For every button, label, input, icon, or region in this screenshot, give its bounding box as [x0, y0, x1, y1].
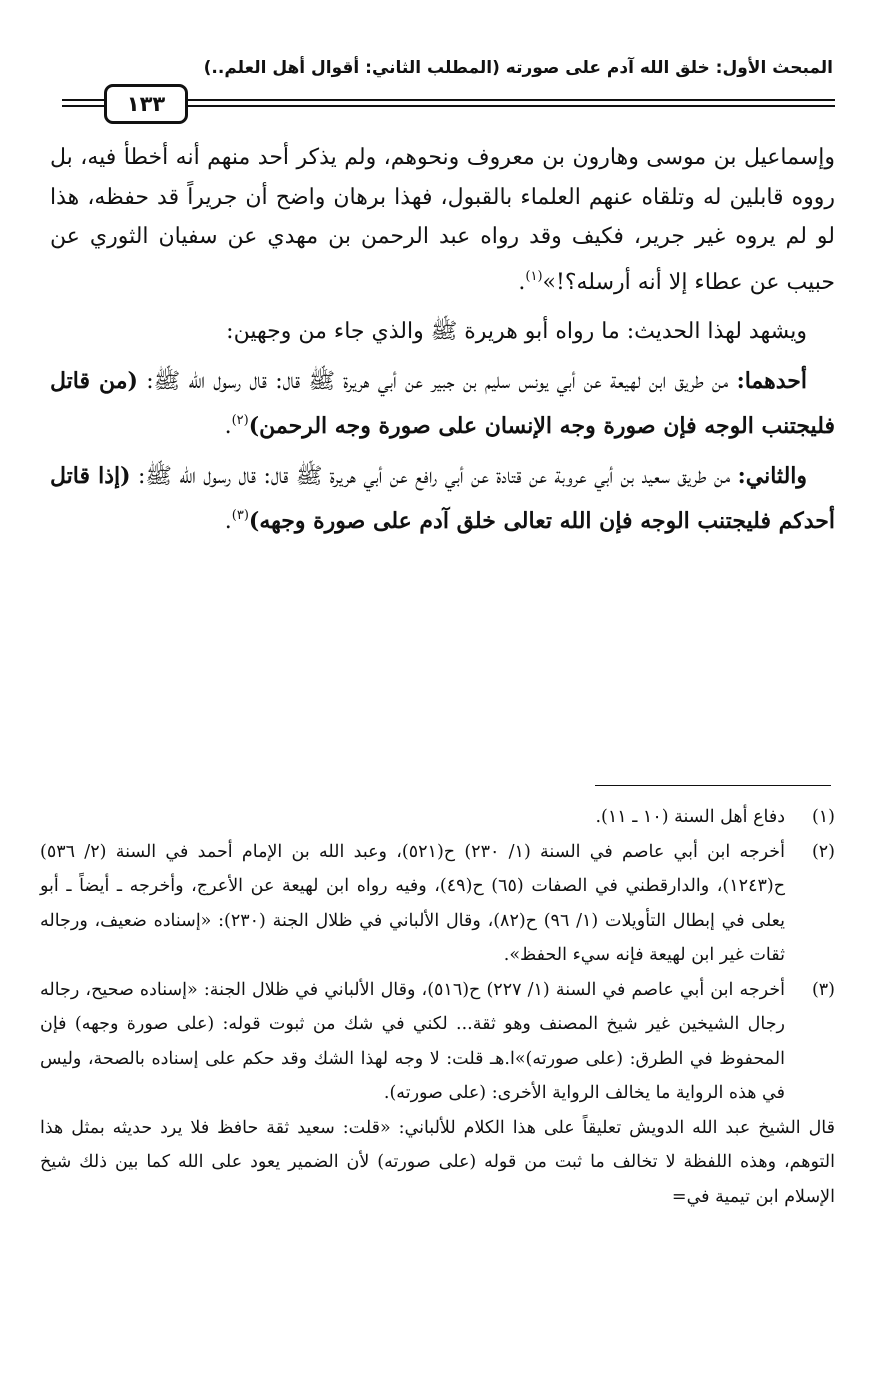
footnote-number: (١) — [811, 807, 835, 827]
footnotes — [40, 800, 835, 1214]
footnote-1 — [40, 800, 835, 835]
footnote-number: (٣) — [811, 979, 835, 1000]
paragraph-3-lead: أحدهما: — [736, 367, 807, 394]
paragraph-3 — [50, 362, 835, 447]
running-title: المبحث الأول: خلق الله آدم على صورته (المطلب الثاني: أقوال أهل العلم..) — [203, 58, 833, 78]
paragraph-4 — [50, 457, 835, 542]
footnote-text: دفاع أهل السنة (١٠ ـ ١١). — [595, 807, 785, 827]
footnote-ref-2: (٢) — [231, 413, 249, 428]
paragraph-3-end: . — [224, 414, 232, 439]
footnote-text: أخرجه ابن أبي عاصم في السنة (١/ ٢٢٧) ح(٥١٦)، وقال الألباني في ظلال الجنة: «إسناده صحيح، رجاله رجال الشيخين غير شيخ المصنف وهو ثقة... لكني في شك من ثبوت قوله: (على صورة وجهه) فإن المحفوظ في الطرق: (على صورته)»ا.هـ قلت: لا وجه لهذا الشك وقد حكم على إسناده بالصحة، وليس في هذه الرواية ما يخالف الرواية الأخرى: (على صورته). — [40, 979, 785, 1103]
footnote-separator — [595, 785, 831, 786]
footnote-text: أخرجه ابن أبي عاصم في السنة (١/ ٢٣٠) ح(٥٢١)، وعبد الله بن الإمام أحمد في السنة (٢/ ٥٣٦) ح(١٢٤٣)، والدارقطني في الصفات (٦٥) ح(٤٩)، وفيه رواه ابن لهيعة عن الأعرج، وأخرجه ـ أيضاً ـ أبو يعلى في إبطال التأويلات (١/ ٩٦) ح(٨٢)، وقال الألباني في ظلال الجنة (٢٣٠): «إسناده ضعيف، ورجاله ثقات غير ابن لهيعة فإنه سيء الحفظ». — [40, 841, 785, 965]
paragraph-4-end: . — [224, 509, 232, 534]
main-text — [50, 138, 835, 542]
paragraph-1-text: وإسماعيل بن موسى وهارون بن معروف ونحوهم، ولم يذكر أحد منهم أنه أخطأ فيه، بل رووه قابلين له وتلقاه عنهم العلماء بالقبول، فهذا برهان واضح أن جريراً قد حفظه، هذا لو لم يروه غير جرير، فكيف وقد رواه عبد الرحمن بن مهدي عن سفيان الثوري عن حبيب عن عطاء إلا أنه أرسله؟!» — [50, 145, 835, 295]
footnote-number: (٢) — [811, 841, 835, 862]
paragraph-3-text: من طريق ابن لهيعة عن أبي يونس سليم بن جبير عن أبي هريرة ﷺ قال: قال رسول الله ﷺ: — [137, 368, 737, 394]
paragraph-2: ويشهد لهذا الحديث: ما رواه أبو هريرة ﷺ والذي جاء من وجهين: — [226, 319, 807, 344]
footnote-3 — [40, 973, 835, 1111]
footnote-continuation: قال الشيخ عبد الله الدويش تعليقاً على هذا الكلام للألباني: «قلت: سعيد ثقة حافظ فلا يرد حديثه بمثل هذا التوهم، وهذه اللفظة لا تخالف ما ثبت من قوله (على صورته) لأن الضمير يعود على الله كما بين ذلك شيخ الإسلام ابن تيمية في= — [40, 1117, 835, 1207]
page-number: ١٣٣ — [104, 84, 188, 124]
paragraph-1-end: . — [518, 269, 526, 295]
footnote-ref-1: (١) — [525, 268, 543, 284]
paragraph-1 — [50, 138, 835, 302]
paragraph-4-text: من طريق سعيد بن أبي عروبة عن قتادة عن أبي رافع عن أبي هريرة ﷺ قال: قال رسول الله ﷺ: — [130, 463, 738, 489]
hadith-2: (إذا قاتل أحدكم فليجتنب الوجه فإن الله تعالى خلق آدم على صورة وجهه) — [50, 462, 835, 534]
paragraph-4-lead: والثاني: — [737, 462, 808, 489]
footnote-2 — [40, 835, 835, 973]
hadith-1: (من قاتل فليجتنب الوجه فإن صورة وجه الإنسان على صورة وجه الرحمن) — [50, 367, 835, 439]
footnote-ref-3: (٣) — [231, 508, 249, 523]
